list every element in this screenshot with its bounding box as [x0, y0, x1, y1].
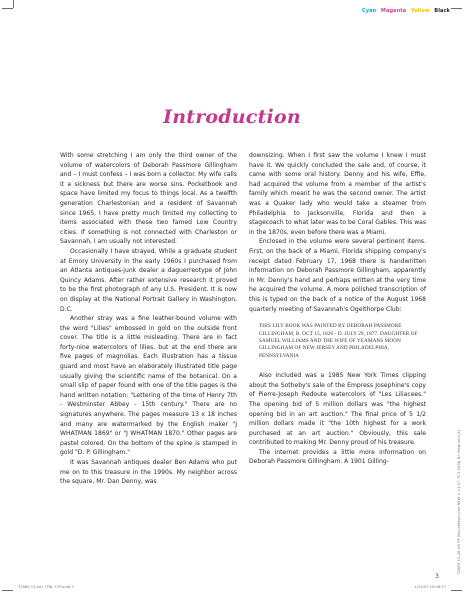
- crop-mark: [2, 590, 13, 591]
- body-paragraph: It was Savannah antiques dealer Ben Adams who put me on to this treasure in the 1990s. My neighbor across the square, Mr. Dan Denny, was: [60, 459, 237, 486]
- body-paragraph: downsizing. When I first saw the volume I knew I must have it. We quickly concluded the sale and, of course, it came with some oral history. Denny and his wife, Effie, had acquired the volume from a member of the artist's family which meant he was the second owner. The artist was a Quaker lady who would take a steamer from Philadelphia to Jacksonville, Florida and then a stagecoach to what later was to be Coral Gables. This was in the 1870s, even before there was a Miami.: [249, 152, 426, 236]
- transcribed-quote: THIS LILY BOOK WAS PAINTED BY DEBORAH PASSMORE GILLINGHAM, B. OCT 15, 1820 - D. JULY 29, 1877. DAUGHTER OF SAMUEL WILLIAMS AND THE WIFE OF YEAMANS MOON GILLINGHAM OF NEW JERSEY AND PHILADELPHIA, PENNSYLVANIA: [259, 323, 418, 359]
- crop-mark: [451, 590, 462, 591]
- left-column: [60, 151, 237, 487]
- crop-mark: [2, 8, 13, 9]
- process-color-cyan: Cyan: [361, 8, 377, 14]
- page-number: 3: [435, 573, 439, 580]
- body-paragraph: With some stretching I am only the third owner of the volume of watercolors of Deborah Passmore Gillingham and – I must confess – I was born a collector. My wife calls it a sickness but there are worse sins. Pocketbook and space have limited my focus to things local. As a twelfth generation Charlestonian and a resident of Savannah since 1965, I have pretty much limited my collecting to items associated with these two famed Low Country cities. If something is not connected with Charleston or Savannah, I am usually not interested.: [60, 152, 237, 246]
- right-column: [249, 151, 426, 467]
- process-color-yellow: Yellow: [410, 8, 430, 14]
- process-color-magenta: Magenta: [380, 8, 407, 14]
- body-paragraph: Enclosed in the volume were several pertinent items. First, on the back of a Miami, Florida shipping company's receipt dated February 17, 1968 there is handwritten information on Deborah Passmore Gillingham, apparently in Mr. Denny's hand and perhaps written at the very time he acquired the volume. A more polished transcription of this is typed on the back of a notice of the August 1968 quarterly meeting of Savannah's Ogelthorpe Club:: [249, 238, 426, 313]
- process-color-list: [359, 8, 450, 14]
- print-slug: T2889 12-26-06 SP BlockMagnolias NEW 1-11-07 TC1 180g NY Magnolia(3): [457, 429, 461, 575]
- body-paragraph: Occasionally I have strayed. While a graduate student at Emory University in the early 1960s I purchased from an Atlanta antiques-junk dealer a daguerreotype of John Quincy Adams. After rather extensive research it proved to be the first photograph of any U.S. President. It is now on display at the National Portrait Gallery in Washington, D.C.: [60, 247, 237, 313]
- footer-file-name: T2889 13-Intl 1TNL CTP.indd 3: [18, 585, 74, 589]
- process-color-black: Black: [434, 8, 450, 14]
- body-paragraph: The internet provides a little more information on Deborah Passmore Gillingham. A 1901 Gilling-: [249, 448, 426, 466]
- footer-timestamp: 1/31/07 10:08:37: [414, 585, 446, 589]
- body-paragraph: Also included was a 1985 New York Times clipping about the Sotheby's sale of the Empress Josephine's copy of Pierre-Joseph Redoute watercolors of "Les Liliacees." The opening bid of 5 million dollars was "the highest opening bid in an art auction." The final price of 5 1/2 million dollars made it "the 10th highest for a work purchased at an art auction." Obviously, this sale contributed to making Mr. Denny proud of his treasure.: [249, 372, 426, 447]
- crop-mark: [13, 0, 14, 8]
- crop-mark: [451, 8, 462, 9]
- body-paragraph: Another stray was a fine leather-bound volume with the word "Lilies" embossed in gold on the outside front cover. The title is a little misleading. There are in fact forty-nine watercolors of lilies, but at the end there are five pages of magnolias. Each illustration has a tissue guard and most have an elaborately illustrated title page usually giving the scientific name of the botanical. On a small slip of paper found with one of the title pages is the hand written notation: "Lettering of the time of Henry 7th - Westminster Abbey - 15th century." There are no signatures anywhere. The pages measure 13 x 18 inches and many are watermarked by the English maker "J WHATMAN 1869" or "J WHATMAN 1870." Other pages are pastel colored. On the bottom of the spine is stamped in gold "D. P. Gillingham.": [60, 315, 237, 457]
- page-title: Introduction: [163, 105, 301, 128]
